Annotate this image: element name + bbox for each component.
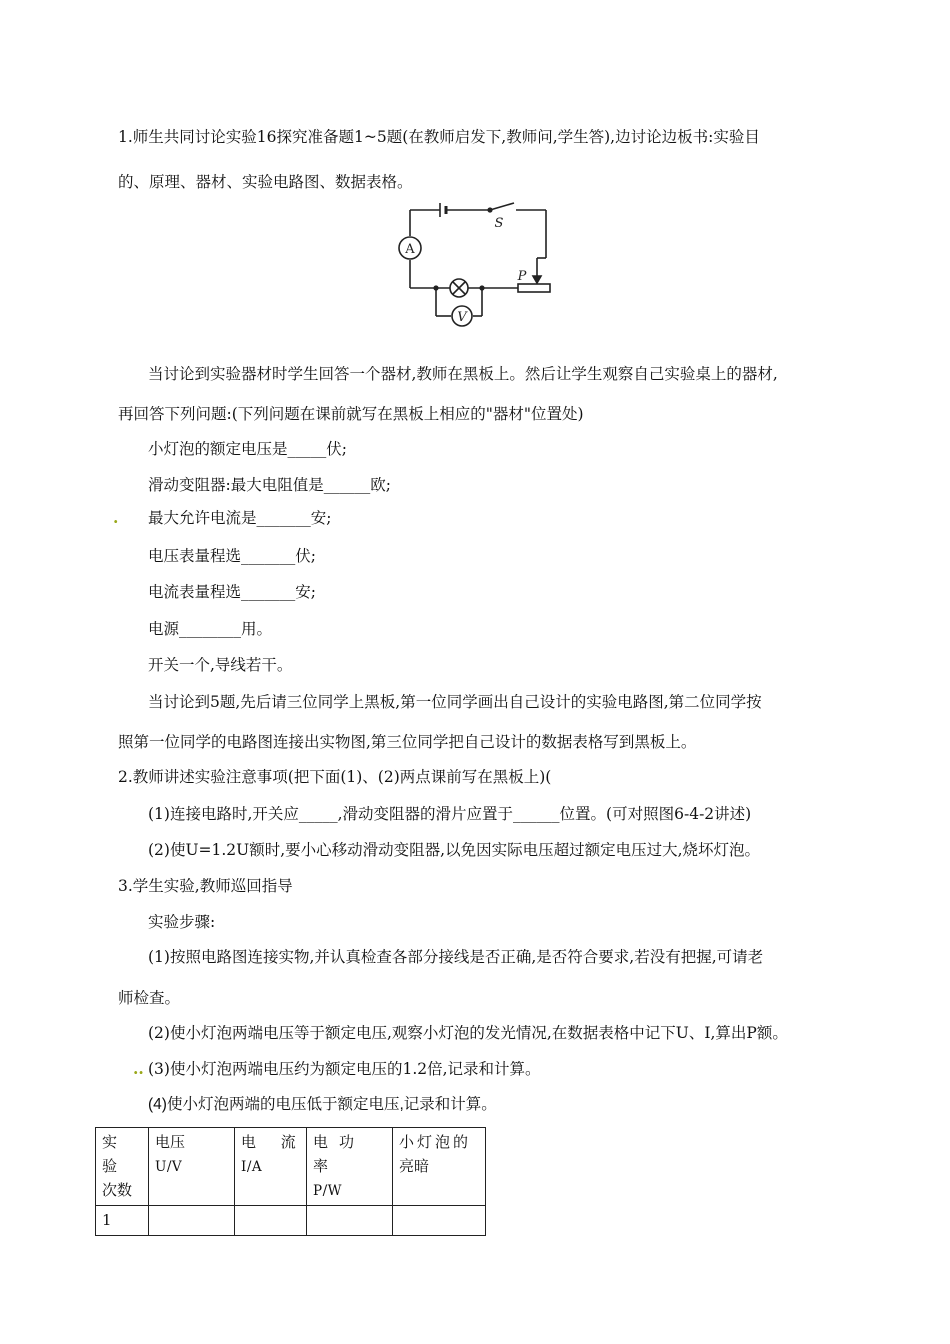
question-ammeter-range: 电流表量程选_______安; xyxy=(148,583,316,601)
paragraph-2-line-2: 再回答下列问题:(下列问题在课前就写在黑板上相应的"器材"位置处) xyxy=(118,405,584,423)
paragraph-2-line-1: 当讨论到实验器材时学生回答一个器材,教师在黑板上。然后让学生观察自己实验桌上的器材, xyxy=(148,365,778,383)
header-line-1: 电功率 xyxy=(313,1133,366,1175)
header-line-1: 实验 xyxy=(102,1133,129,1175)
table-row xyxy=(96,1206,486,1236)
header-line-2: I/A xyxy=(241,1159,263,1175)
table-header-cell xyxy=(235,1128,307,1206)
table-header-cell xyxy=(96,1128,149,1206)
step-1-line-2: 师检查。 xyxy=(118,989,181,1007)
table-cell xyxy=(393,1206,486,1236)
switch-label: S xyxy=(494,216,504,231)
stray-dots: .. xyxy=(133,1059,144,1078)
question-max-resistance: 滑动变阻器:最大电阻值是______欧; xyxy=(148,476,391,494)
slider-label: P xyxy=(517,269,527,284)
header-line-1: 小灯泡的 xyxy=(399,1133,472,1151)
section-3-heading: 3.学生实验,教师巡回指导 xyxy=(118,877,293,895)
header-line-1: 电 流 xyxy=(241,1133,296,1151)
step-3: (3)使小灯泡两端电压约为额定电压的1.2倍,记录和计算。 xyxy=(148,1060,541,1078)
table-header-cell xyxy=(307,1128,393,1206)
paragraph-3-line-1: 当讨论到5题,先后请三位同学上黑板,第一位同学画出自己设计的实验电路图,第二位同学按 xyxy=(148,693,762,711)
paragraph-1-line-1: 1.师生共同讨论实验16探究准备题1~5题(在教师启发下,教师问,学生答),边讨论边板书:实验目 xyxy=(118,128,760,146)
ammeter-label: A xyxy=(405,242,415,257)
question-rated-voltage: 小灯泡的额定电压是_____伏; xyxy=(148,440,347,458)
header-line-2: P/W xyxy=(313,1183,343,1199)
steps-title: 实验步骤: xyxy=(148,913,216,931)
table-header-row xyxy=(96,1128,486,1206)
section-2-point-1: (1)连接电路时,开关应_____,滑动变阻器的滑片应置于______位置。(可对照图6-4-2讲述) xyxy=(148,805,752,823)
question-power-source: 电源________用。 xyxy=(148,620,273,638)
paragraph-3-line-2: 照第一位同学的电路图连接出实物图,第三位同学把自己设计的数据表格写到黑板上。 xyxy=(118,733,697,751)
data-table xyxy=(95,1127,486,1236)
table-cell: 1 xyxy=(96,1206,149,1236)
step-4: (4)使小灯泡两端的电压低于额定电压,记录和计算。 xyxy=(148,1096,497,1113)
header-line-2: 次数 xyxy=(102,1181,133,1199)
header-line-1: 电压 xyxy=(155,1133,186,1151)
table-header-cell xyxy=(393,1128,486,1206)
header-line-2: 亮暗 xyxy=(399,1157,430,1175)
question-switch-wires: 开关一个,导线若干。 xyxy=(148,656,293,674)
circuit-diagram xyxy=(398,200,558,334)
table-header-cell xyxy=(149,1128,235,1206)
step-2: (2)使小灯泡两端电压等于额定电压,观察小灯泡的发光情况,在数据表格中记下U、I,算出P额。 xyxy=(148,1024,788,1042)
step-1-line-1: (1)按照电路图连接实物,并认真检查各部分接线是否正确,是否符合要求,若没有把握,可请老 xyxy=(148,948,764,966)
question-voltmeter-range: 电压表量程选_______伏; xyxy=(148,547,316,565)
table-cell xyxy=(235,1206,307,1236)
header-line-2: U/V xyxy=(155,1159,183,1175)
voltmeter-label: V xyxy=(457,310,467,325)
stray-dot: . xyxy=(113,508,119,527)
section-2-heading: 2.教师讲述实验注意事项(把下面(1)、(2)两点课前写在黑板上)( xyxy=(118,768,552,786)
table-cell xyxy=(149,1206,235,1236)
paragraph-1-line-2: 的、原理、器材、实验电路图、数据表格。 xyxy=(118,173,413,191)
table-cell xyxy=(307,1206,393,1236)
section-2-point-2: (2)使U=1.2U额时,要小心移动滑动变阻器,以免因实际电压超过额定电压过大,烧坏灯泡。 xyxy=(148,841,761,859)
question-max-current: 最大允许电流是_______安; xyxy=(148,509,332,527)
